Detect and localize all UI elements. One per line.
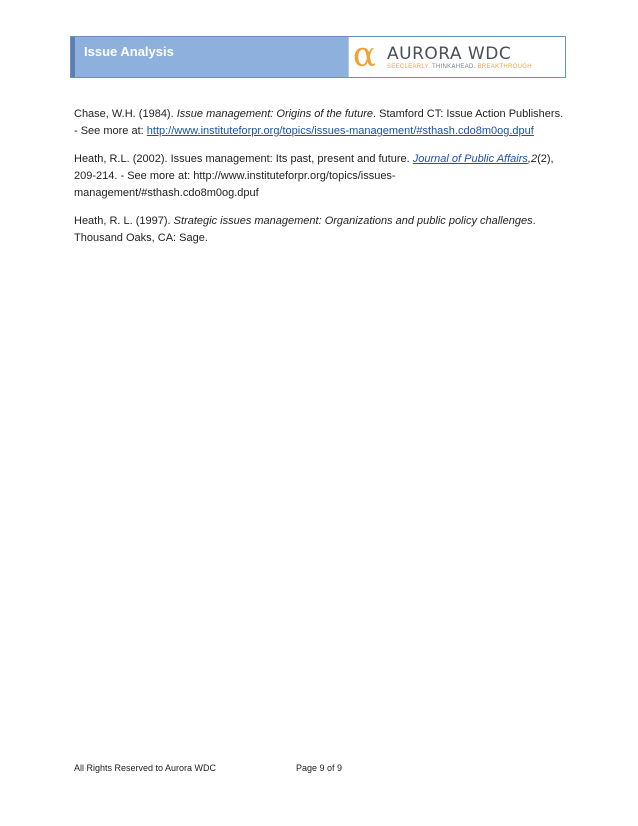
logo-text [387, 45, 532, 70]
ref-volume: ,2 [527, 153, 538, 165]
reference-url-link[interactable]: http://www.instituteforpr.org/topics/issues-management/#sthash.cdo8m0og.dpuf [146, 125, 534, 137]
tagline-part-2: THINKAHEAD. [431, 63, 476, 70]
reference-list [74, 106, 564, 258]
ref-text: . Thousand Oaks, CA: Sage. [74, 215, 536, 244]
ref-text: Chase, W.H. (1984). [74, 108, 177, 120]
reference-heath-1997 [74, 213, 564, 247]
footer-page-number: Page 9 of 9 [296, 763, 343, 773]
journal-link[interactable] [413, 153, 528, 165]
footer-rights: All Rights Reserved to Aurora WDC [74, 763, 217, 773]
aurora-logo [348, 37, 565, 77]
reference-heath-2002 [74, 151, 564, 202]
tagline-part-1: SEECLEARLY. [387, 63, 431, 70]
logo-brand: AURORA WDC [387, 43, 512, 64]
tagline-part-3: BREAKTHROUGH [477, 63, 532, 70]
page-header [70, 36, 566, 78]
ref-text: Heath, R.L. (2002). Issues management: Its past, present and future. [74, 153, 413, 165]
ref-text: Heath, R. L. (1997). [74, 215, 174, 227]
header-title: Issue Analysis [84, 44, 174, 59]
alpha-logo-icon: α [353, 35, 376, 75]
ref-title: Strategic issues management: Organizations and public policy challenges [173, 215, 533, 227]
ref-title: Issue management: Origins of the future [176, 108, 373, 120]
ref-text: . Stamford CT: Issue Action Publishers. - See more at: [74, 108, 564, 137]
ref-text: (2), 209-214. - See more at: http://www.instituteforpr.org/topics/issues-management/#sthash.cdo8m0og.dpuf [74, 153, 554, 199]
header-title-panel [71, 37, 348, 77]
logo-tagline [387, 64, 532, 70]
journal-title: Journal of Public Affairs [412, 153, 528, 165]
reference-chase-1984 [74, 106, 564, 140]
